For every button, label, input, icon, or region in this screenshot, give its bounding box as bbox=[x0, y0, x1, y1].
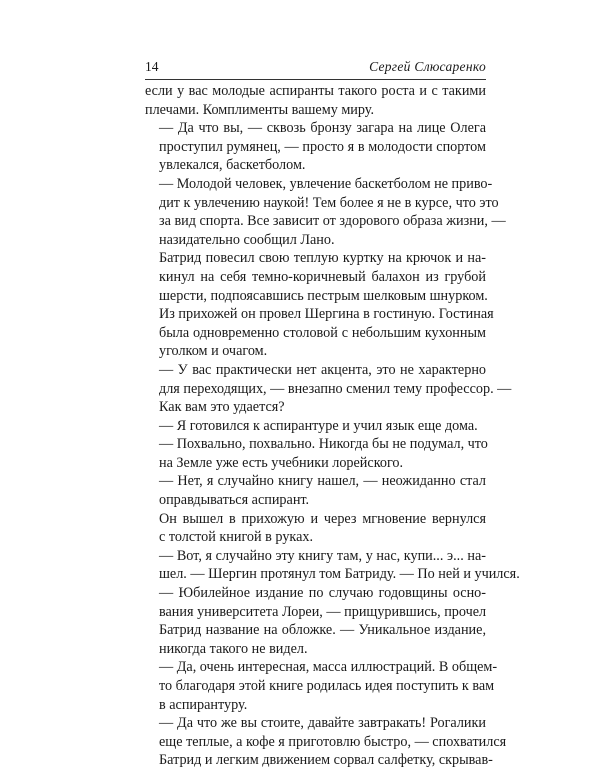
page-number: 14 bbox=[145, 59, 159, 74]
text-line: Он вышел в прихожую и через мгновение вернулся bbox=[159, 510, 486, 527]
text-line: — Да что вы, — сквозь бронзу загара на лице Олега bbox=[159, 120, 486, 137]
text-line: за вид спорта. Все зависит от здорового образа жизни, — bbox=[159, 213, 506, 230]
text-line: Батрид и легким движением сорвал салфетку, скрывав- bbox=[159, 752, 493, 769]
text-line: — Молодой человек, увлечение баскетболом не приво- bbox=[159, 175, 493, 192]
text-line: — У вас практически нет акцента, это не характерно bbox=[159, 361, 486, 378]
text-line: — Похвально, похвально. Никогда бы не подумал, что bbox=[159, 436, 488, 453]
paragraph bbox=[145, 510, 486, 547]
text-line: никогда такого не видел. bbox=[159, 640, 308, 657]
text-line: — Да что же вы стоите, давайте завтракать! Рогалики bbox=[159, 715, 486, 732]
paragraph bbox=[145, 119, 486, 175]
text-line: проступил румянец, — просто я в молодости спортом bbox=[159, 138, 486, 155]
paragraph bbox=[145, 714, 507, 770]
text-line: для переходящих, — внезапно сменил тему профессор. — bbox=[159, 380, 512, 397]
paragraph bbox=[145, 361, 512, 417]
text-line: шерсти, подпоясавшись пестрым шелковым шнурком. bbox=[159, 287, 488, 304]
running-title: Сергей Слюсаренко bbox=[369, 59, 486, 74]
text-line: Батрид название на обложке. — Уникальное издание, bbox=[159, 622, 486, 639]
paragraph bbox=[145, 82, 486, 119]
text-line: была одновременно столовой с небольшим кухонным bbox=[159, 324, 486, 341]
text-line: шел. — Шергин протянул том Батриду. — По ней и учился. bbox=[159, 566, 520, 583]
paragraph bbox=[145, 658, 498, 714]
paragraph bbox=[145, 249, 494, 361]
page-header bbox=[145, 59, 486, 79]
text-line: вания университета Лореи, — прищурившись, прочел bbox=[159, 603, 487, 620]
paragraph bbox=[145, 547, 520, 584]
paragraph bbox=[145, 472, 486, 509]
paragraph bbox=[145, 584, 486, 658]
text-line: — Я готовился к аспирантуре и учил язык еще дома. bbox=[159, 417, 478, 434]
text-line: на Земле уже есть учебники лорейского. bbox=[159, 454, 404, 471]
text-line: Как вам это удается? bbox=[159, 399, 285, 416]
header-rule bbox=[145, 79, 486, 80]
text-line: еще теплые, а кофе я приготовлю быстро, — спохватился bbox=[159, 733, 507, 750]
paragraph bbox=[145, 417, 486, 436]
paragraph bbox=[145, 175, 506, 249]
text-line: дит к увлечению наукой! Тем более я не в курсе, что это bbox=[159, 194, 499, 211]
text-line: назидательно сообщил Лано. bbox=[159, 231, 335, 248]
text-line: если у вас молодые аспиранты такого роста и с такими bbox=[145, 83, 486, 99]
text-line: оправдываться аспирант. bbox=[159, 492, 310, 509]
text-line: увлекался, баскетболом. bbox=[159, 157, 306, 174]
text-line: в аспирантуру. bbox=[159, 696, 248, 713]
text-line: — Да, очень интересная, масса иллюстраций. В общем- bbox=[159, 659, 498, 676]
text-line: Из прихожей он провел Шергина в гостиную. Гостиная bbox=[159, 306, 494, 323]
text-line: кинул на себя темно-коричневый балахон из грубой bbox=[159, 268, 486, 285]
body-text bbox=[145, 82, 520, 770]
text-line: — Юбилейное издание по случаю годовщины осно- bbox=[159, 585, 486, 602]
text-line: — Вот, я случайно эту книгу там, у нас, купи... э... на- bbox=[159, 547, 486, 564]
text-line: — Нет, я случайно книгу нашел, — неожиданно стал bbox=[159, 473, 486, 490]
paragraph bbox=[145, 435, 486, 472]
text-line: уголком и очагом. bbox=[159, 343, 268, 360]
text-line: с толстой книгой в руках. bbox=[159, 529, 314, 546]
text-line: Батрид повесил свою теплую куртку на крючок и на- bbox=[159, 250, 486, 267]
text-line: плечами. Комплименты вашему миру. bbox=[145, 101, 375, 118]
text-line: то благодаря этой книге родилась идея поступить к вам bbox=[159, 678, 495, 694]
